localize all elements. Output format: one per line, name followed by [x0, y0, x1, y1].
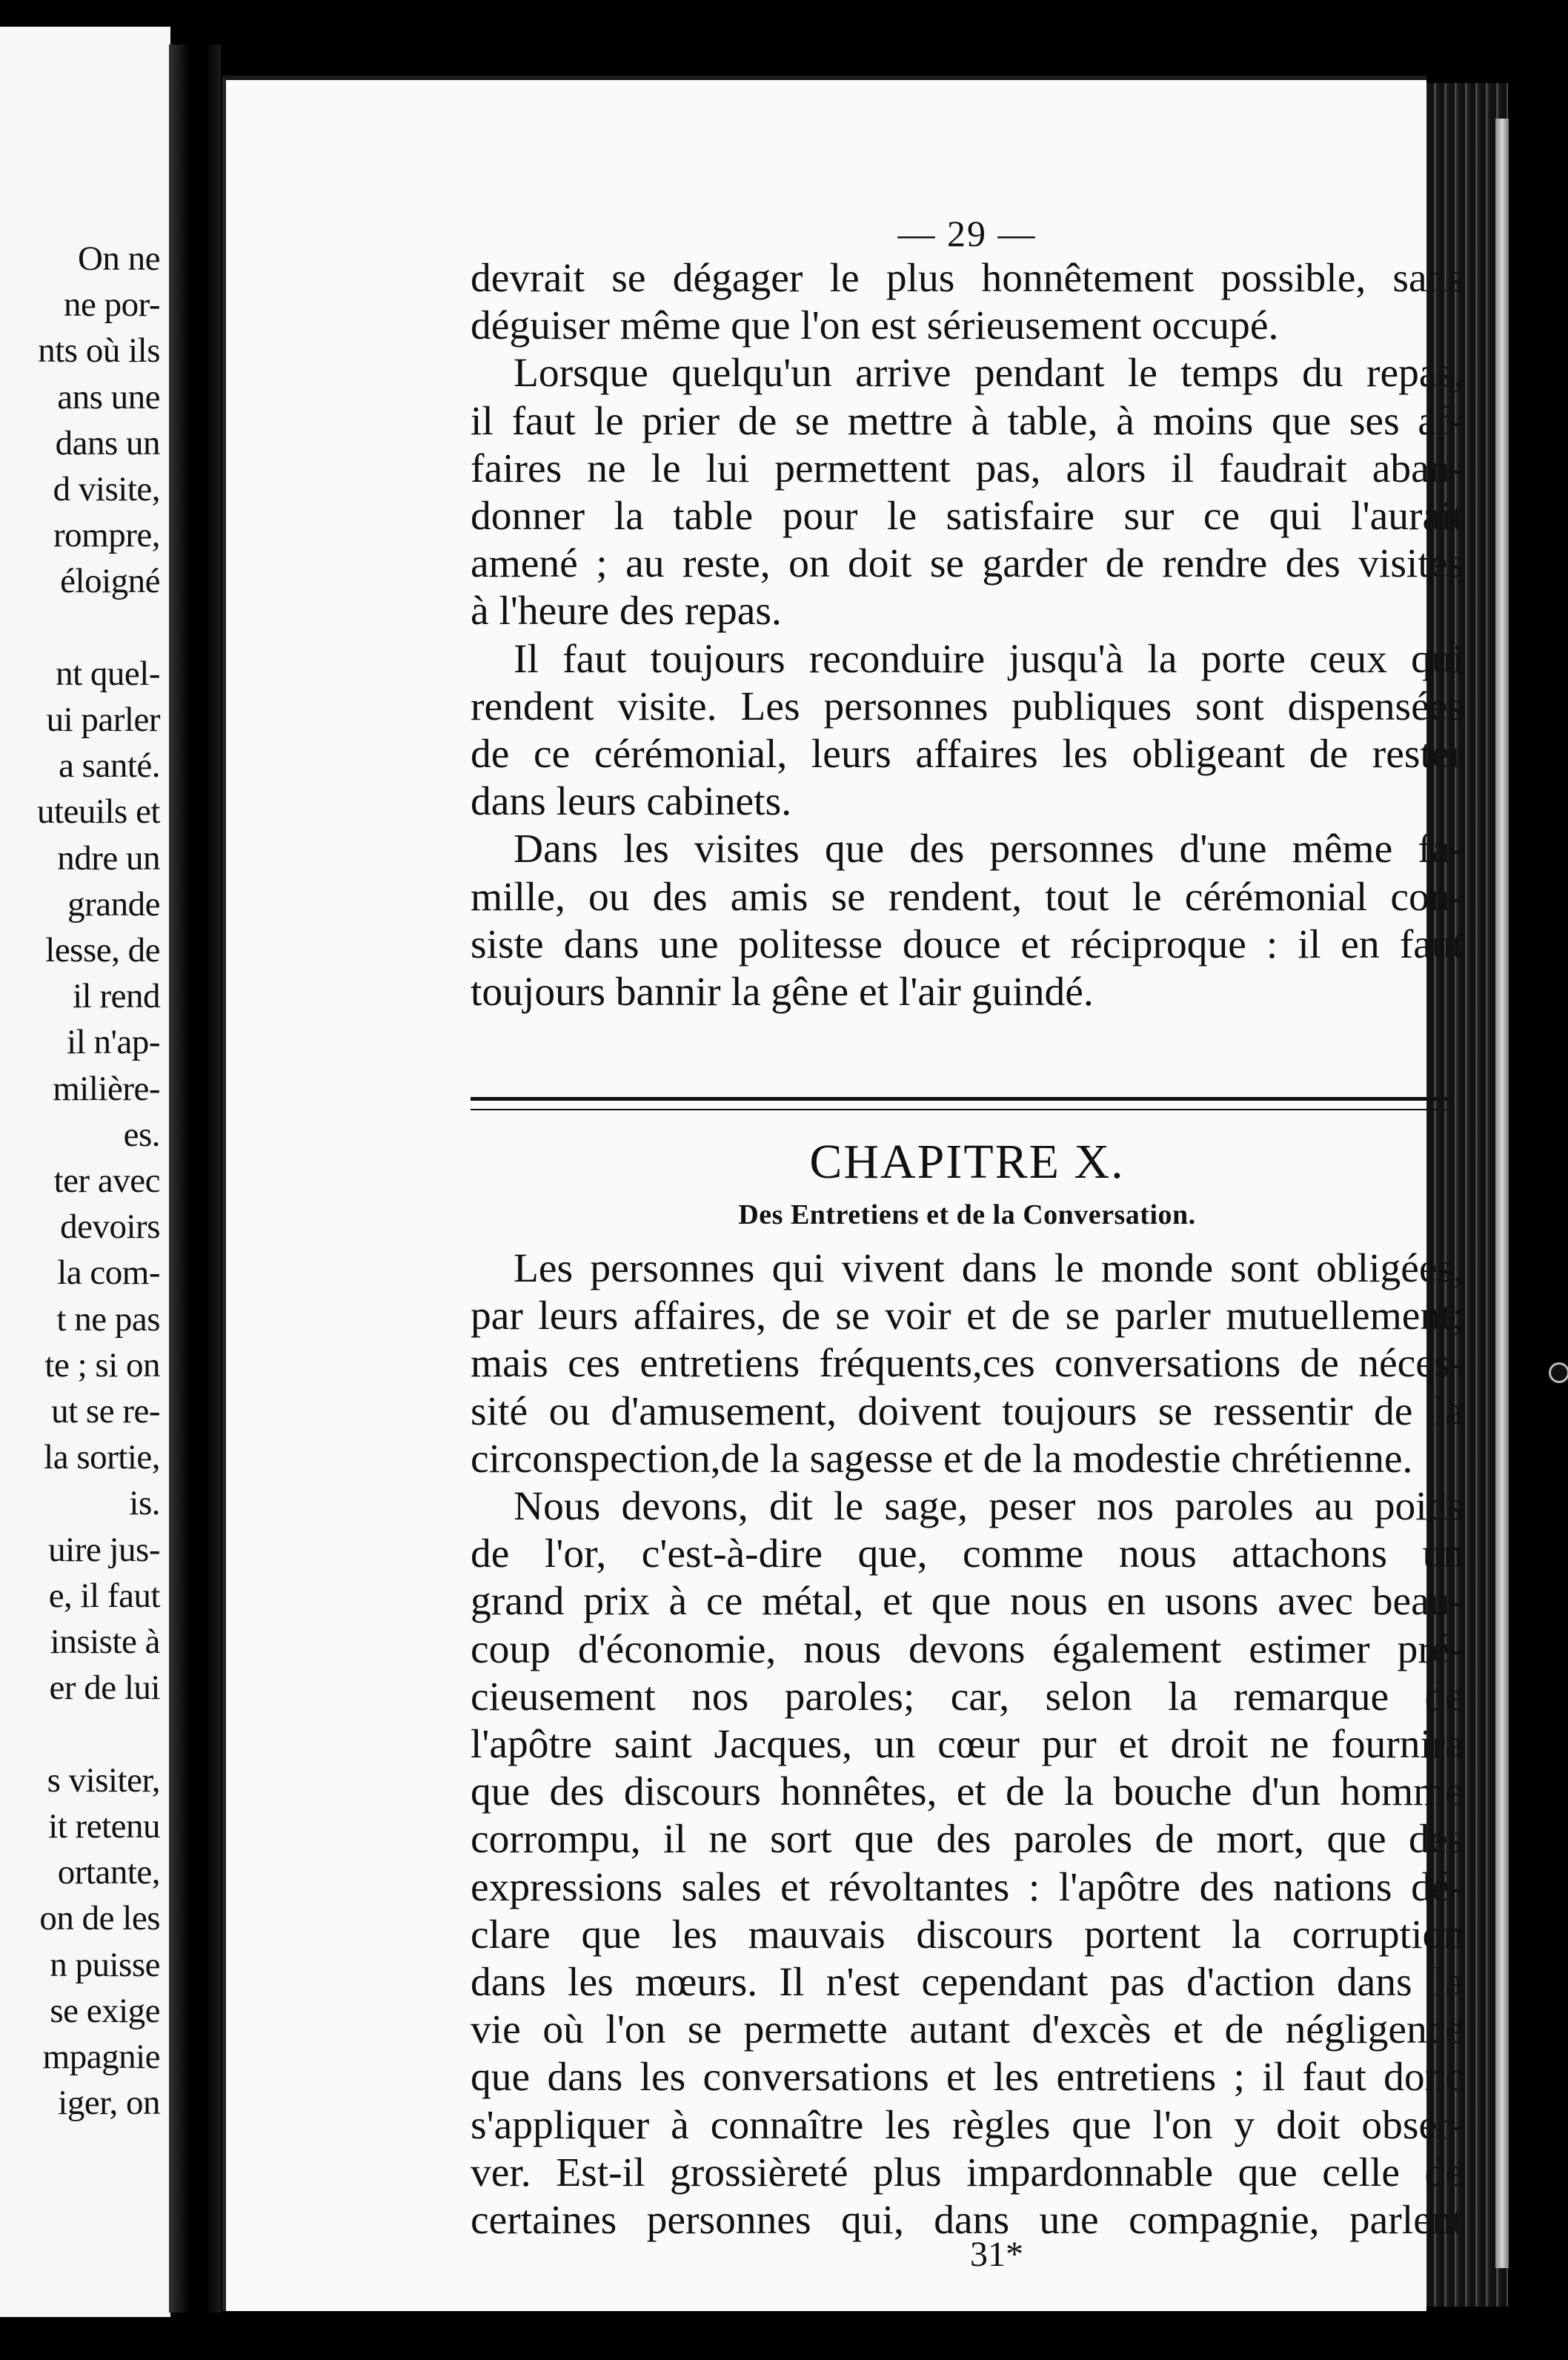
text-line: siste dans une politesse douce et réciproque : il en faut [471, 921, 1464, 967]
facing-page-line: ne por- [64, 285, 160, 325]
text-line: sité ou d'amusement, doivent toujours se ressentir de la [471, 1388, 1464, 1434]
text-line: à l'heure des repas. [471, 589, 782, 634]
text-line: toujours bannir la gêne et l'air guindé. [471, 969, 1094, 1015]
chapter-title: CHAPITRE X. [809, 1135, 1125, 1189]
text-line: faires ne le lui permettent pas, alors il faudrait aban- [471, 445, 1464, 491]
facing-page-line: er de lui [49, 1668, 160, 1708]
facing-page-line: ter avec [53, 1161, 160, 1201]
facing-page-line: il n'ap- [67, 1023, 160, 1062]
text-line: s'appliquer à connaître les règles que l'on y doit obser- [471, 2102, 1464, 2148]
chapter-subtitle: Des Entretiens et de la Conversation. [738, 1199, 1196, 1230]
text-line: cieusement nos paroles; car, selon la remarque de [471, 1674, 1464, 1720]
facing-page-line: nts où ils [38, 331, 160, 371]
facing-page-line: is. [129, 1484, 160, 1523]
facing-page-line: éloigné [60, 562, 160, 601]
text-line: mais ces entretiens fréquents,ces conversations de néces- [471, 1341, 1464, 1387]
facing-page-line: on de les [39, 1899, 160, 1938]
facing-page-line: lesse, de [45, 931, 160, 970]
text-line: grand prix à ce métal, et que nous en usons avec beau- [471, 1579, 1464, 1625]
facing-page-line: mpagnie [42, 2037, 160, 2076]
facing-page-text [37, 236, 160, 2126]
chapter-rule-thick [471, 1097, 1449, 1101]
facing-page-line: d visite, [53, 470, 160, 509]
book-page [222, 76, 1464, 2311]
facing-page-line: grande [67, 884, 160, 924]
text-line: clare que les mauvais discours portent la corruption [471, 1912, 1464, 1958]
facing-page-line: ans une [57, 377, 160, 417]
facing-page-line: uteuils et [37, 792, 160, 832]
facing-page-line: il rend [73, 977, 160, 1016]
facing-page-line: es. [123, 1115, 160, 1154]
facing-page-line: dans un [55, 423, 160, 463]
facing-page-line: it retenu [48, 1806, 160, 1846]
facing-page-line: iger, on [58, 2084, 160, 2123]
text-line: certaines personnes qui, dans une compagnie, parlent [471, 2198, 1464, 2243]
text-line: dans leurs cabinets. [471, 779, 792, 825]
facing-page-line: rompre, [53, 516, 160, 555]
facing-page-line: la sortie, [44, 1438, 160, 1477]
facing-page-line: On ne [77, 239, 160, 278]
text-line: Dans les visites que des personnes d'une même fa- [514, 826, 1464, 872]
facing-page-line: t ne pas [56, 1299, 160, 1339]
text-line: de ce cérémonial, leurs affaires les obligeant de rester [471, 732, 1464, 777]
facing-page-line: s visiter, [47, 1760, 160, 1800]
text-line: rendent visite. Les personnes publiques sont dispensées [471, 683, 1464, 729]
chapter-rule-thin [471, 1109, 1449, 1110]
facing-page-line [37, 1711, 160, 1757]
text-line: amené ; au reste, on doit se garder de rendre des visites [471, 541, 1464, 587]
edge-ring-mark [1549, 1362, 1568, 1383]
facing-page-line: e, il faut [48, 1576, 160, 1615]
facing-page-line: a santé. [59, 746, 160, 786]
facing-page-line: devoirs [60, 1207, 160, 1247]
text-line: Lorsque quelqu'un arrive pendant le temps du repas, [514, 351, 1464, 397]
text-line: l'apôtre saint Jacques, un cœur pur et droit ne fournira [471, 1722, 1464, 1767]
text-line: de l'or, c'est-à-dire que, comme nous attachons un [471, 1531, 1464, 1577]
facing-page-line: nt quel- [56, 654, 160, 693]
text-line: ver. Est-il grossièreté plus impardonnable que celle de [471, 2149, 1464, 2195]
text-line: circonspection,de la sagesse et de la modestie chrétienne. [471, 1436, 1413, 1482]
text-line: expressions sales et révoltantes : l'apôtre des nations dé- [471, 1864, 1464, 1910]
page-edge-highlight [1495, 119, 1509, 2268]
text-line: Les personnes qui vivent dans le monde sont obligées, [514, 1246, 1464, 1291]
facing-page-line: milière- [53, 1069, 160, 1108]
facing-page-line: ortante, [57, 1853, 160, 1892]
text-line: donner la table pour le satisfaire sur ce qui l'aurait [471, 494, 1464, 539]
facing-page-line: ut se re- [51, 1392, 160, 1431]
facing-page-line: se exige [50, 1991, 160, 2030]
facing-page-line [37, 605, 160, 651]
text-line: déguiser même que l'on est sérieusement occupé. [471, 303, 1279, 349]
facing-page-line: uire jus- [48, 1530, 160, 1569]
text-line: dans les mœurs. Il n'est cependant pas d'action dans la [471, 1960, 1464, 2005]
text-line: devrait se dégager le plus honnêtement possible, sans [471, 256, 1464, 301]
text-line: il faut le prier de se mettre à table, à moins que ses af- [471, 398, 1464, 444]
facing-page-line: ndre un [57, 838, 160, 878]
text-line: coup d'économie, nous devons également estimer pré- [471, 1626, 1464, 1672]
text-line: corrompu, il ne sort que des paroles de mort, que des [471, 1817, 1464, 1863]
text-line: par leurs affaires, de se voir et de se parler mutuellement; [471, 1293, 1464, 1339]
page-number-header: — 29 — [897, 213, 1037, 254]
facing-page-line: ui parler [46, 700, 160, 740]
text-line: mille, ou des amis se rendent, tout le cérémonial con- [471, 874, 1464, 920]
facing-left-page [0, 27, 170, 2317]
text-line: que des discours honnêtes, et de la bouche d'un homme [471, 1769, 1464, 1815]
facing-page-line: n puisse [50, 1945, 160, 1984]
text-line: que dans les conversations et les entretiens ; il faut donc [471, 2055, 1464, 2101]
facing-page-line: te ; si on [44, 1345, 160, 1385]
facing-page-line: insiste à [50, 1622, 160, 1662]
book-gutter [169, 44, 221, 2313]
signature-mark: 31* [970, 2235, 1023, 2274]
facing-page-line: la com- [57, 1253, 160, 1293]
text-line: vie où l'on se permette autant d'excès et de négligence [471, 2007, 1464, 2053]
text-line: Nous devons, dit le sage, peser nos paroles au poids [514, 1484, 1464, 1529]
text-line: Il faut toujours reconduire jusqu'à la porte ceux qui [514, 636, 1464, 682]
